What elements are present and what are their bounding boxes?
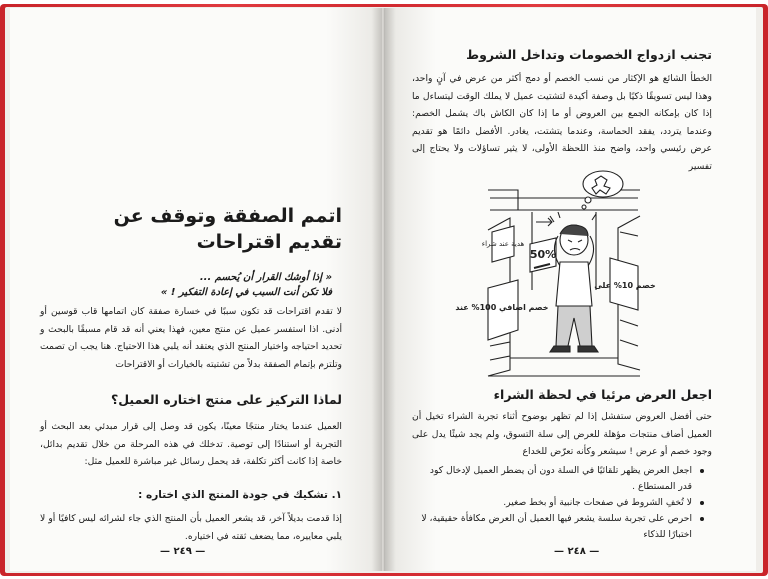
discounts-paragraph: الخطأ الشائع هو الإكثار من نسب الخصم أو دمج أكثر من عرض في آنٍ واحد، وهذا ليس تسويقًا ذكيًا بل وصفة أكيدة لتشتيت عميل لا يملك الوقت ليتساءل ما إذا كان بإمكانه الجمع بين العروض أو ما إذا كان الكاش باك يشمل الخصم: وعندما يتردد، يفقد الحماسة، وعندما يتشتت، يغادر. الأفضل دائمًا هو تقديم عرض رئيسي واحد، واضح منذ اللحظة الأولى، لا يثير تساؤلات ولا يحتاج إلى تفسير <box>412 73 712 172</box>
page-number-left: — ٢٤٩ — <box>160 546 206 557</box>
quote-line-1: « إذا أوشك القرار أن يُحسم ... <box>199 272 332 283</box>
sub-paragraph: إذا قدمت بديلاً آخر، قد يشعر العميل بأن المنتج الذي جاء لشرائه ليس كافيًا أو لا يلبي معاييره، مما يضعف ثقته في اختياره. <box>40 513 342 542</box>
list-item <box>416 463 706 495</box>
list-item-text: اجعل العرض يظهر تلقائيًا في السلة دون أن يضطر العميل لإدخال كود قدر المستطاع . <box>429 465 692 492</box>
quote-line-2: فلا تكن أنت السبب في إعادة التفكير ! » <box>160 287 332 298</box>
sign-fifty-text: 50% <box>529 248 557 261</box>
tips-list <box>416 463 706 543</box>
confused-shopper-illustration <box>455 170 656 376</box>
visible-offer-paragraph: حتى أفضل العروض ستفشل إذا لم تظهر بوضوح أثناء تجربة الشراء تخيل أن العميل أضاف منتجات مؤهلة للعرض إلى سلة التسوق، ولم يجد شيئًا يدل على وجود خصم أو عرض ! سيشعر وكأنه تعرّض للخداع <box>412 411 712 457</box>
left-page <box>10 8 382 571</box>
bullet-dot <box>700 517 704 521</box>
list-item <box>416 511 706 543</box>
page-number-right: — ٢٤٨ — <box>554 546 600 557</box>
illustration-svg <box>455 170 656 376</box>
list-item <box>416 495 706 511</box>
bullet-dot <box>700 469 704 473</box>
sign-discount-left-text: خصم اضافي 100% عند <box>455 303 549 312</box>
section-paragraph: العميل عندما يختار منتجًا معينًا، يكون قد وصل إلى قرار مبدئي بعد البحث أو التجربة أو استنادًا إلى توصية. تدخلك في هذه المرحلة من خلال تقديم بدائل، خاصة إذا كانت أكثر تكلفة، قد يحمل رسائل غير مباشرة للعميل مثل: <box>40 421 342 467</box>
heading-visible-offer: اجعل العرض مرئيا في لحظة الشراء <box>493 387 712 402</box>
list-item-text: لا تُخفِ الشروط في صفحات جانبية أو بخط صغير. <box>503 497 692 508</box>
list-item-text: احرص على تجربة سلسة يشعر فيها العميل أن العرض مكافأة حقيقية، لا اختبارًا للذكاء <box>421 513 692 540</box>
sign-discount-right-text: خصم 10% على <box>594 281 656 290</box>
section-heading: لماذا التركيز على منتج اختاره العميل؟ <box>110 392 342 407</box>
right-page <box>384 8 756 571</box>
sign-gift-text: هدية عند شراء <box>481 240 525 248</box>
chapter-quote <box>82 270 332 300</box>
heading-discounts: تجنب ازدواج الخصومات وتداخل الشروط <box>466 47 712 62</box>
bullet-dot <box>700 501 704 505</box>
subheading: ١. تشكيك في جودة المنتج الذي اختاره : <box>138 489 342 501</box>
chapter-title: اتمم الصفقة وتوقف عن تقديم اقتراحات <box>113 205 342 253</box>
intro-paragraph: لا تقدم اقتراحات قد تكون سببًا في خسارة صفقة كان اتمامها قاب قوسين أو أدنى. اذا استفسر عميل عن منتج معين، فهذا يعني أنه قد قام مسبقًا بالبحث و تحديد احتياجه واختيار المنتج الذي يعتقد أنه يلبي هذا الاحتياج. هنا يجب ان تصمت وتلتزم بإتمام الصفقة بدلاً من تشتيته بالخيارات أو الاقتراحات <box>40 306 342 370</box>
